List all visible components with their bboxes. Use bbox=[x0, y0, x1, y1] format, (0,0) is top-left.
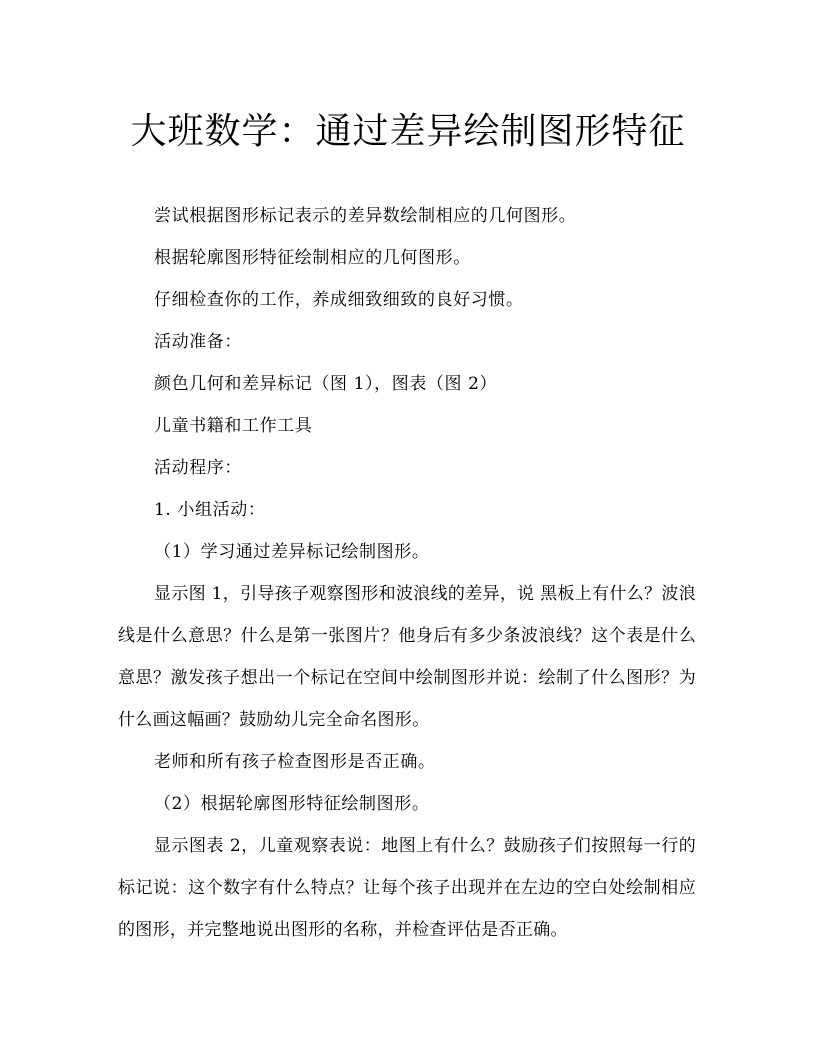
paragraph-goal-1: 尝试根据图形标记表示的差异数绘制相应的几何图形。 bbox=[154, 206, 577, 226]
step-heading-1: （1）学习通过差异标记绘制图形。 bbox=[154, 542, 430, 562]
paragraph-materials-1: 颜色几何和差异标记（图 1），图表（图 2） bbox=[154, 374, 498, 394]
subsection-group-activity: 1. 小组活动： bbox=[154, 500, 266, 520]
section-heading-procedure: 活动程序： bbox=[154, 458, 242, 478]
paragraph-materials-2: 儿童书籍和工作工具 bbox=[154, 416, 313, 436]
paragraph-step-2-detail: 显示图表 2，儿童观察表说：地图上有什么？鼓励孩子们按照每一行的标记说：这个数字有什么特点？让每个孩子出现并在左边的空白处绘制相应的图形，并完整地说出图形的名称，并检查评估是否正确。 bbox=[118, 836, 696, 940]
document-title: 大班数学：通过差异绘制图形特征 bbox=[130, 111, 686, 152]
paragraph-step-1-detail: 显示图 1，引导孩子观察图形和波浪线的差异，说 黑板上有什么？波浪线是什么意思？什么是第一张图片？他身后有多少条波浪线？这个表是什么意思？激发孩子想出一个标记在空间中绘制图形并说：绘制了什么图形？为什么画这幅画？鼓励幼儿完全命名图形。 bbox=[118, 584, 696, 730]
section-heading-preparation: 活动准备： bbox=[154, 332, 242, 352]
paragraph-goal-2: 根据轮廓图形特征绘制相应的几何图形。 bbox=[154, 248, 471, 268]
paragraph-goal-3: 仔细检查你的工作，养成细致细致的良好习惯。 bbox=[154, 290, 524, 310]
paragraph-step-1-check: 老师和所有孩子检查图形是否正确。 bbox=[154, 752, 436, 772]
document-body bbox=[118, 195, 696, 951]
step-heading-2: （2）根据轮廓图形特征绘制图形。 bbox=[154, 794, 430, 814]
